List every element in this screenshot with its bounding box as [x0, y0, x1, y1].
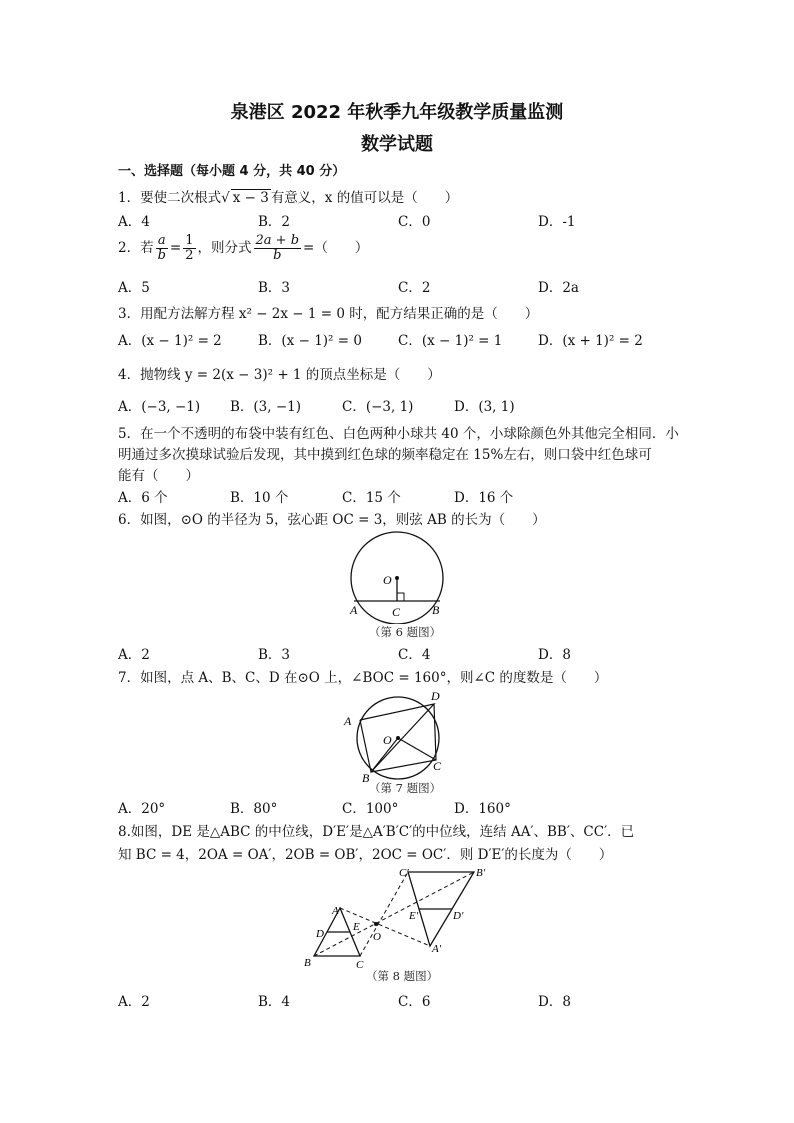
q8-caption: （第 8 题图）: [366, 969, 439, 983]
q7-center-point: [396, 736, 400, 740]
q8-option-c: C．6: [398, 994, 431, 1010]
question-5-line-2: 明通过多次摸球试验后发现，其中摸到红色球的频率稳定在 15%左右，则口袋中红色球可: [118, 447, 652, 463]
q1-text-pre: 1．要使二次根式: [118, 190, 222, 206]
question-3: 3．用配方法解方程 x² − 2x − 1 = 0 时，配方结果正确的是（ ）: [118, 306, 539, 322]
exam-title: 泉港区 2022 年秋季九年级教学质量监测: [230, 102, 564, 123]
q6-option-d: D．8: [538, 647, 571, 663]
q2-option-c: C．2: [398, 280, 431, 296]
q2-fraction-expression: $\frac{2a + b}{b}$: [255, 233, 300, 263]
q4-option-a: A．(−3, −1): [118, 399, 201, 415]
q8-label-d2: D′: [453, 910, 464, 922]
q7-label-c: C: [433, 759, 442, 773]
q8-label-b: B: [304, 957, 311, 969]
q7-caption: （第 7 题图）: [369, 781, 442, 795]
question-8-line-1: 8.如图，DE 是△ABC 的中位线，D′E′是△A′B′C′的中位线，连结 AA′、BB′、CC′．已: [118, 824, 635, 840]
q4-option-b: B．(3, −1): [230, 399, 302, 415]
q8-option-d: D．8: [538, 994, 571, 1010]
q5-option-c: C．15 个: [342, 490, 401, 506]
q7-label-b: B: [362, 771, 370, 782]
q8-label-c: C: [356, 959, 364, 970]
q7-label-d: D: [431, 690, 440, 703]
q8-label-a2: A′: [432, 943, 442, 955]
q2-fraction-a-b: $\frac{a}{b}$: [157, 233, 166, 263]
q8-label-a: A: [332, 905, 339, 917]
q2-text-mid: ，则分式: [197, 240, 252, 256]
q2-fraction-one-half: $\frac{1}{2}$: [185, 233, 194, 263]
q7-option-c: C．100°: [342, 801, 399, 817]
q7-radius-oc: [398, 738, 436, 760]
q6-label-a: A: [350, 603, 358, 617]
q8-dashed-cc2: [360, 872, 408, 956]
q1-option-a: A．4: [118, 214, 150, 230]
q6-label-b: B: [432, 603, 440, 617]
q8-label-c2: C′: [399, 867, 409, 879]
q6-label-c: C: [392, 605, 401, 619]
q6-label-o: O: [383, 573, 392, 587]
q1-radicand: x − 3: [232, 190, 269, 206]
q6-option-b: B．3: [258, 647, 291, 663]
question-2: 2．若 $\frac{a}{b}$ = $\frac{1}{2}$ ，则分式 $\frac{2a + b}{b}$ =（ ）: [118, 233, 369, 263]
q7-circle-figure: [336, 690, 456, 782]
question-8-line-2: 知 BC = 4，2OA = OA′，2OB = OB′，2OC = OC′．则 D′E′的长度为（ ）: [118, 847, 613, 863]
exam-subtitle: 数学试题: [361, 134, 433, 155]
q6-caption: （第 6 题图）: [369, 625, 442, 639]
question-6: 6．如图，⊙O 的半径为 5，弦心距 OC = 3，则弦 AB 的长为（ ）: [118, 512, 546, 528]
q8-label-b2: B′: [476, 867, 486, 879]
q2-text-post: =（ ）: [303, 240, 369, 256]
q8-option-b: B．4: [258, 994, 291, 1010]
q6-option-a: A．2: [118, 647, 150, 663]
question-7: 7．如图，点 A、B、C、D 在⊙O 上，∠BOC = 160°，则∠C 的度数是（ ）: [118, 670, 608, 686]
q6-option-c: C．4: [398, 647, 431, 663]
q8-option-a: A．2: [118, 994, 150, 1010]
question-4: 4．抛物线 y = 2(x − 3)² + 1 的顶点坐标是（ ）: [118, 367, 441, 383]
q3-option-b: B．(x − 1)² = 0: [258, 333, 362, 349]
q8-similar-triangles-figure: [296, 864, 500, 970]
q7-option-d: D．160°: [454, 801, 511, 817]
q4-option-c: C．(−3, 1): [342, 399, 414, 415]
q8-label-d: D: [316, 928, 324, 940]
section-heading: 一、选择题（每小题 4 分，共 40 分）: [118, 164, 346, 179]
q1-text-post: 有意义，x 的值可以是（ ）: [270, 190, 459, 206]
q2-option-d: D．2a: [538, 280, 579, 296]
q5-option-b: B．10 个: [230, 490, 289, 506]
q7-label-o: O: [383, 733, 392, 747]
q5-option-d: D．16 个: [454, 490, 514, 506]
q3-option-a: A．(x − 1)² = 2: [118, 333, 222, 349]
q1-option-b: B．2: [258, 214, 291, 230]
q1-option-d: D．-1: [538, 214, 576, 230]
q6-right-angle-mark: [397, 593, 404, 601]
q8-label-e: E: [353, 921, 360, 933]
q8-label-o: O: [373, 931, 381, 943]
q8-center-point: [374, 922, 378, 926]
q7-option-b: B．80°: [230, 801, 278, 817]
q2-text-pre: 2．若: [118, 240, 154, 256]
question-5-line-3: 能有（ ）: [118, 468, 199, 484]
q2-option-a: A．5: [118, 280, 150, 296]
q4-option-d: D．(3, 1): [454, 399, 515, 415]
q6-center-point: [395, 576, 399, 580]
q2-option-b: B．3: [258, 280, 291, 296]
q6-circle-figure: [340, 528, 460, 624]
q5-option-a: A．6 个: [118, 490, 168, 506]
q8-label-e2: E′: [409, 910, 419, 922]
q7-option-a: A．20°: [118, 801, 166, 817]
sqrt-sign: √: [221, 190, 230, 206]
question-5-line-1: 5．在一个不透明的布袋中装有红色、白色两种小球共 40 个，小球除颜色外其他完全相同．小: [118, 426, 679, 442]
q3-option-d: D．(x + 1)² = 2: [538, 333, 643, 349]
q3-option-c: C．(x − 1)² = 1: [398, 333, 503, 349]
q7-label-a: A: [344, 714, 352, 728]
question-1: [118, 186, 458, 206]
q1-option-c: C．0: [398, 214, 431, 230]
